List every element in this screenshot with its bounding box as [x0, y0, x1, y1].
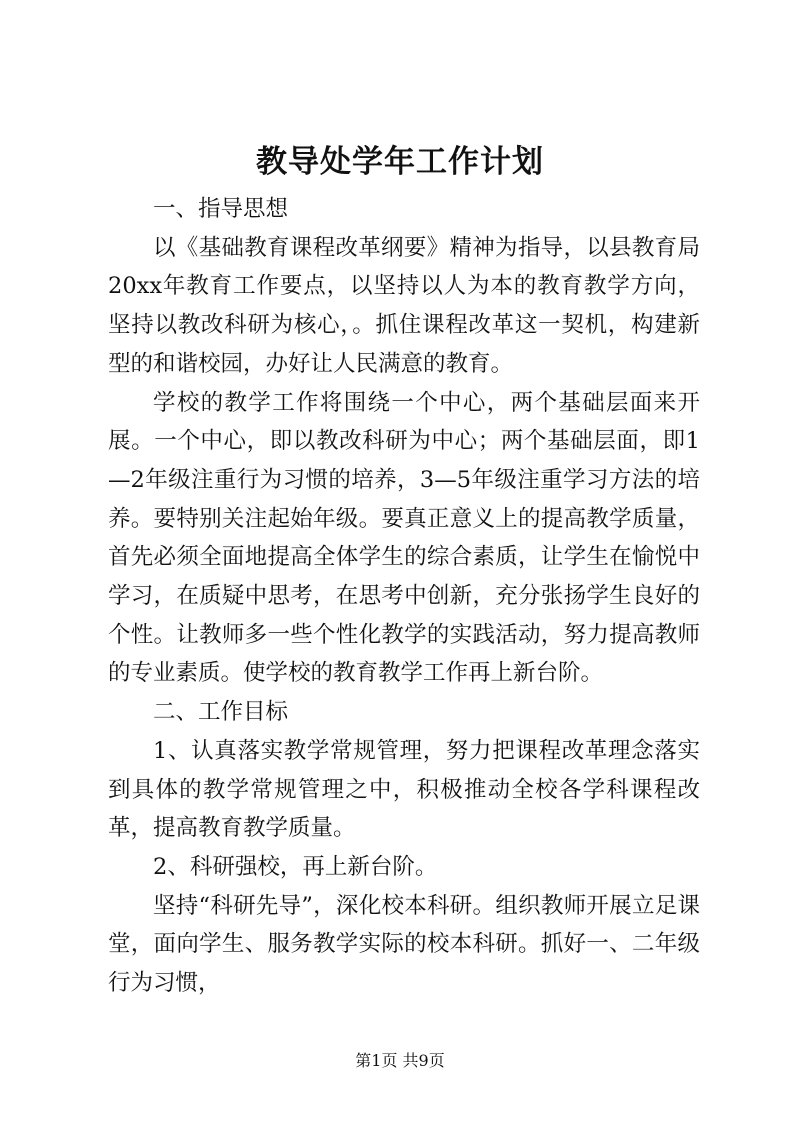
paragraph: 以《基础教育课程改革纲要》精神为指导，以县教育局20xx年教育工作要点，以坚持以人为本的教育教学方向，坚持以教改科研为核心，。抓住课程改革这一契机，构建新型的和谐校园，办好让人民满意的教育。: [108, 234, 700, 377]
document-body: [108, 190, 700, 1003]
paragraph: 学校的教学工作将围绕一个中心，两个基础层面来开展。一个中心，即以教改科研为中心；两个基础层面，即1—2年级注重行为习惯的培养，3—5年级注重学习方法的培养。要特别关注起始年级。要真正意义上的提高教学质量，首先必须全面地提高全体学生的综合素质，让学生在愉悦中学习，在质疑中思考，在思考中创新，充分张扬学生良好的个性。让教师多一些个性化教学的实践活动，努力提高教师的专业素质。使学校的教育教学工作再上新台阶。: [108, 389, 700, 687]
paragraph: 1、认真落实教学常规管理，努力把课程改革理念落实到具体的教学常规管理之中，积极推动全校各学科课程改革，提高教育教学质量。: [108, 737, 700, 842]
section-heading-guiding-ideology: 一、指导思想: [153, 196, 289, 222]
document-title: 教导处学年工作计划: [256, 144, 544, 180]
paragraph: 2、科研强校，再上新台阶。: [153, 853, 438, 880]
paragraph: 坚持“科研先导”，深化校本科研。组织教师开展立足课堂，面向学生、服务教学实际的校本科研。抓好一、二年级行为习惯，: [108, 892, 700, 997]
section-heading-work-goals: 二、工作目标: [153, 699, 289, 726]
page-number-footer: 第1页 共9页: [355, 1051, 445, 1070]
